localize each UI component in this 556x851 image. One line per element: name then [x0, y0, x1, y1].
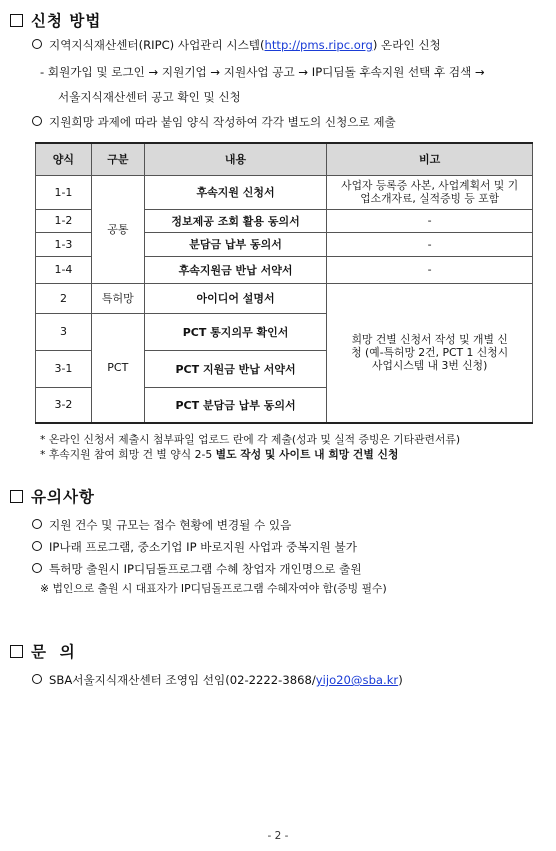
email-link[interactable]: yijo20@sba.kr	[315, 673, 399, 687]
footnote-text: * 후속지원 참여 희망 건 별 양식 2-5	[40, 448, 216, 461]
section-title-application	[10, 9, 101, 31]
section-title-text: 문 의	[31, 643, 76, 661]
table-row	[36, 175, 533, 209]
pms-link[interactable]: http://pms.ripc.org	[264, 38, 373, 52]
content-cell: 분담금 납부 동의서	[144, 232, 327, 256]
precaution-note: ※ 법인으로 출원 시 대표자가 IP디딤돌프로그램 수혜자여야 함(증빙 필수)	[40, 582, 387, 595]
note-cell: -	[327, 256, 533, 283]
checkbox-square-icon	[10, 14, 23, 27]
content-cell: PCT 통지의무 확인서	[144, 313, 327, 350]
line-text: 지역지식재산센터(RIPC) 사업관리 시스템(	[49, 38, 265, 52]
footnote-separate	[40, 447, 398, 462]
form-cell: 1-1	[36, 175, 92, 209]
circle-bullet-icon	[32, 39, 42, 49]
section-title-precautions	[10, 485, 95, 507]
signup-steps-continuation: 서울지식재산센터 공고 확인 및 신청	[58, 90, 241, 104]
form-cell: 1-4	[36, 256, 92, 283]
category-cell: PCT	[91, 313, 144, 423]
submission-line	[32, 114, 396, 130]
line-text: 지원 건수 및 규모는 접수 현황에 변경될 수 있음	[49, 518, 292, 532]
line-text: )	[398, 673, 403, 687]
header-note: 비고	[327, 143, 533, 175]
header-content: 내용	[144, 143, 327, 175]
section-title-inquiry	[10, 640, 76, 662]
forms-table	[35, 142, 533, 424]
line-text: ) 온라인 신청	[372, 38, 441, 52]
checkbox-square-icon	[10, 490, 23, 503]
content-cell: PCT 분담금 납부 동의서	[144, 387, 327, 423]
form-cell: 2	[36, 283, 92, 313]
line-text: IP나래 프로그램, 중소기업 IP 바로지원 사업과 중복지원 불가	[49, 540, 357, 554]
note-cell: 사업자 등록증 사본, 사업계획서 및 기업소개자료, 실적증빙 등 포함	[327, 175, 533, 209]
note-cell: -	[327, 209, 533, 232]
page-number: - 2 -	[267, 830, 289, 842]
form-cell: 1-2	[36, 209, 92, 232]
line-text: 지원희망 과제에 따라 붙임 양식 작성하여 각각 별도의 신청으로 제출	[49, 115, 396, 129]
footnote-upload: * 온라인 신청서 제출시 첨부파일 업로드 란에 각 제출(성과 및 실적 증빙은 기타관련서류)	[40, 433, 461, 446]
section-title-text: 신청 방법	[31, 12, 102, 30]
circle-bullet-icon	[32, 674, 42, 684]
merged-note-cell: 희망 건별 신청서 작성 및 개별 신청 (예-특허망 2건, PCT 1 신청시 사업시스템 내 3번 신청)	[327, 283, 533, 423]
line-text: 특허망 출원시 IP디딤돌프로그램 수혜 창업자 개인명으로 출원	[49, 562, 362, 576]
content-cell: 후속지원금 반납 서약서	[144, 256, 327, 283]
header-category: 구분	[91, 143, 144, 175]
category-cell: 특허망	[91, 283, 144, 313]
precaution-item	[32, 561, 362, 577]
form-cell: 3	[36, 313, 92, 350]
precaution-item	[32, 517, 291, 533]
form-cell: 1-3	[36, 232, 92, 256]
contact-line	[32, 672, 403, 688]
circle-bullet-icon	[32, 116, 42, 126]
content-cell: PCT 지원금 반납 서약서	[144, 350, 327, 387]
content-cell: 아이디어 설명서	[144, 283, 327, 313]
precaution-item	[32, 539, 357, 555]
category-cell: 공통	[91, 175, 144, 283]
content-cell: 후속지원 신청서	[144, 175, 327, 209]
form-cell: 3-1	[36, 350, 92, 387]
circle-bullet-icon	[32, 563, 42, 573]
circle-bullet-icon	[32, 519, 42, 529]
application-method-line	[32, 37, 441, 53]
checkbox-square-icon	[10, 645, 23, 658]
circle-bullet-icon	[32, 541, 42, 551]
table-header-row	[36, 143, 533, 175]
signup-steps-line: - 회원가입 및 로그인 → 지원기업 → 지원사업 공고 → IP디딤돌 후속지원 선택 후 검색 →	[40, 65, 485, 79]
section-title-text: 유의사항	[31, 488, 95, 506]
line-text: SBA서울지식재산센터 조영임 선임(02-2222-3868/	[49, 673, 316, 687]
form-cell: 3-2	[36, 387, 92, 423]
header-form: 양식	[36, 143, 92, 175]
footnote-bold-text: 별도 작성 및 사이트 내 희망 건별 신청	[215, 448, 399, 461]
content-cell: 정보제공 조회 활용 동의서	[144, 209, 327, 232]
note-cell: -	[327, 232, 533, 256]
table-row	[36, 283, 533, 313]
